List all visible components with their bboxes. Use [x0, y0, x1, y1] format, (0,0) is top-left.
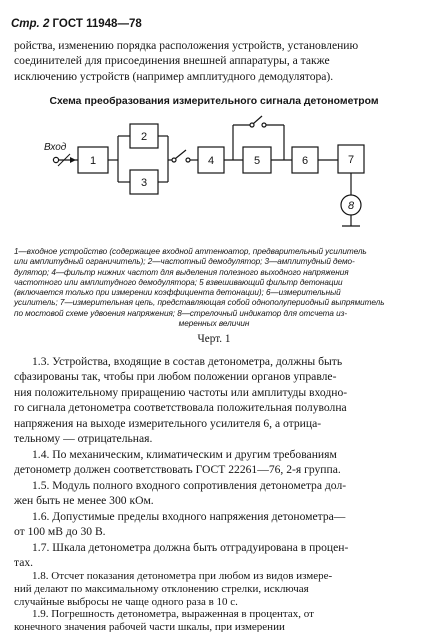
paragraph-1-6	[14, 509, 414, 540]
block-7-label: 7	[347, 154, 355, 166]
input-terminal	[53, 157, 58, 162]
legend-line: (включается только при измерении коэффициента детонации); 6—измерительный	[14, 288, 341, 298]
legend-line: меренных величин	[178, 319, 250, 329]
block-1-label: 1	[89, 155, 97, 167]
paragraph-1-3	[14, 354, 414, 446]
text-line: 1.6. Допустимые пределы входного напряжения детонометра—	[32, 510, 346, 523]
text-line: конечного значения рабочей части шкалы, при измерении	[14, 621, 285, 632]
paragraph-1-5	[14, 478, 414, 509]
text-line: 1.7. Шкала детонометра должна быть отградуирована в процен-	[32, 541, 349, 554]
switch-lever	[176, 150, 187, 159]
bypass-switch	[254, 116, 263, 124]
text-line: детонометр должен соответствовать ГОСТ 22261—76, 2-я группа.	[14, 463, 341, 477]
block-4-label: 4	[207, 155, 215, 167]
text-line: напряжения на выходе измерительного усилителя 6, а отрица-	[14, 416, 322, 430]
legend-line: усилитель; 7—измерительная цепь, представляющая собой однополупериодный выпрямитель	[14, 298, 385, 308]
text-line: ния положительному приращению частоты или амплитуды входно-	[14, 385, 348, 399]
block-6-label: 6	[301, 155, 309, 167]
paragraph-1-7	[14, 540, 414, 571]
text-line: 1.8. Отсчет показания детонометра при любом из видов измере-	[32, 570, 333, 582]
block-diagram	[0, 108, 424, 246]
text-line: тах.	[14, 556, 34, 570]
legend-line: по мостовой схеме удвоения напряжения; 8—стрелочный индикатор для отсчета из-	[14, 308, 348, 318]
text-line: 1.9. Погрешность детонометра, выраженная в процентах, от	[32, 608, 314, 621]
text-line: 1.5. Модуль полного входного сопротивления детонометра дол-	[32, 479, 347, 492]
intro-line: исключению устройств (например амплитудного демодулятора).	[14, 69, 334, 83]
figure-legend	[14, 247, 414, 329]
text-line: ний делают по максимальному отклонению стрелки, исключая	[14, 582, 309, 595]
figure-title: Схема преобразования измерительного сигнала детонометром	[49, 96, 379, 107]
intro-line: ройства, изменению порядка расположения устройств, установлению	[14, 39, 359, 52]
block-2-label: 2	[140, 131, 148, 143]
text-line: 1.3. Устройства, входящие в состав детонометра, должны быть	[32, 355, 343, 368]
legend-line: дулятор; 4—фильтр нижних частот для выделения полезного выходного напряжения	[14, 267, 349, 277]
text-line: жен быть не менее 300 кОм.	[14, 494, 154, 508]
page-number: Стр. 2	[11, 18, 50, 30]
legend-line: или амплитудный ограничитель); 2—частотный демодулятор; 3—амплитудный демо-	[14, 257, 355, 267]
standard-number: ГОСТ 11948—78	[52, 18, 142, 30]
block-8-label: 8	[347, 200, 355, 212]
block-3-label: 3	[140, 177, 148, 189]
text-line: 1.4. По механическим, климатическим и другим требованиям	[32, 448, 337, 461]
text-line: го сигнала детонометра соответствовала положительная полуволна	[14, 401, 347, 415]
figure-caption: Черт. 1	[197, 333, 231, 345]
intro-paragraph	[14, 38, 414, 84]
intro-line: соединителей для присоединения внешней аппаратуры, а также	[14, 54, 330, 68]
text-line: случайные выбросы не чаще одного раза в 10 с.	[14, 595, 238, 608]
paragraph-1-8	[14, 570, 414, 632]
block-5-label: 5	[253, 155, 261, 167]
input-label: Вход	[44, 142, 67, 153]
text-line: сфазированы так, чтобы при любом положении органов управле-	[14, 370, 337, 384]
legend-line: частотного или амплитудного демодулятора; 5 взвешивающий фильтр детонации	[14, 277, 343, 287]
page-header	[11, 18, 142, 30]
text-line: тельному — отрицательная.	[14, 432, 153, 446]
legend-line: 1—входное устройство (содержащее входной аттенюатор, предварительный усилитель	[14, 247, 367, 256]
text-line: от 100 мВ до 30 В.	[14, 525, 106, 539]
paragraph-1-4	[14, 447, 414, 478]
